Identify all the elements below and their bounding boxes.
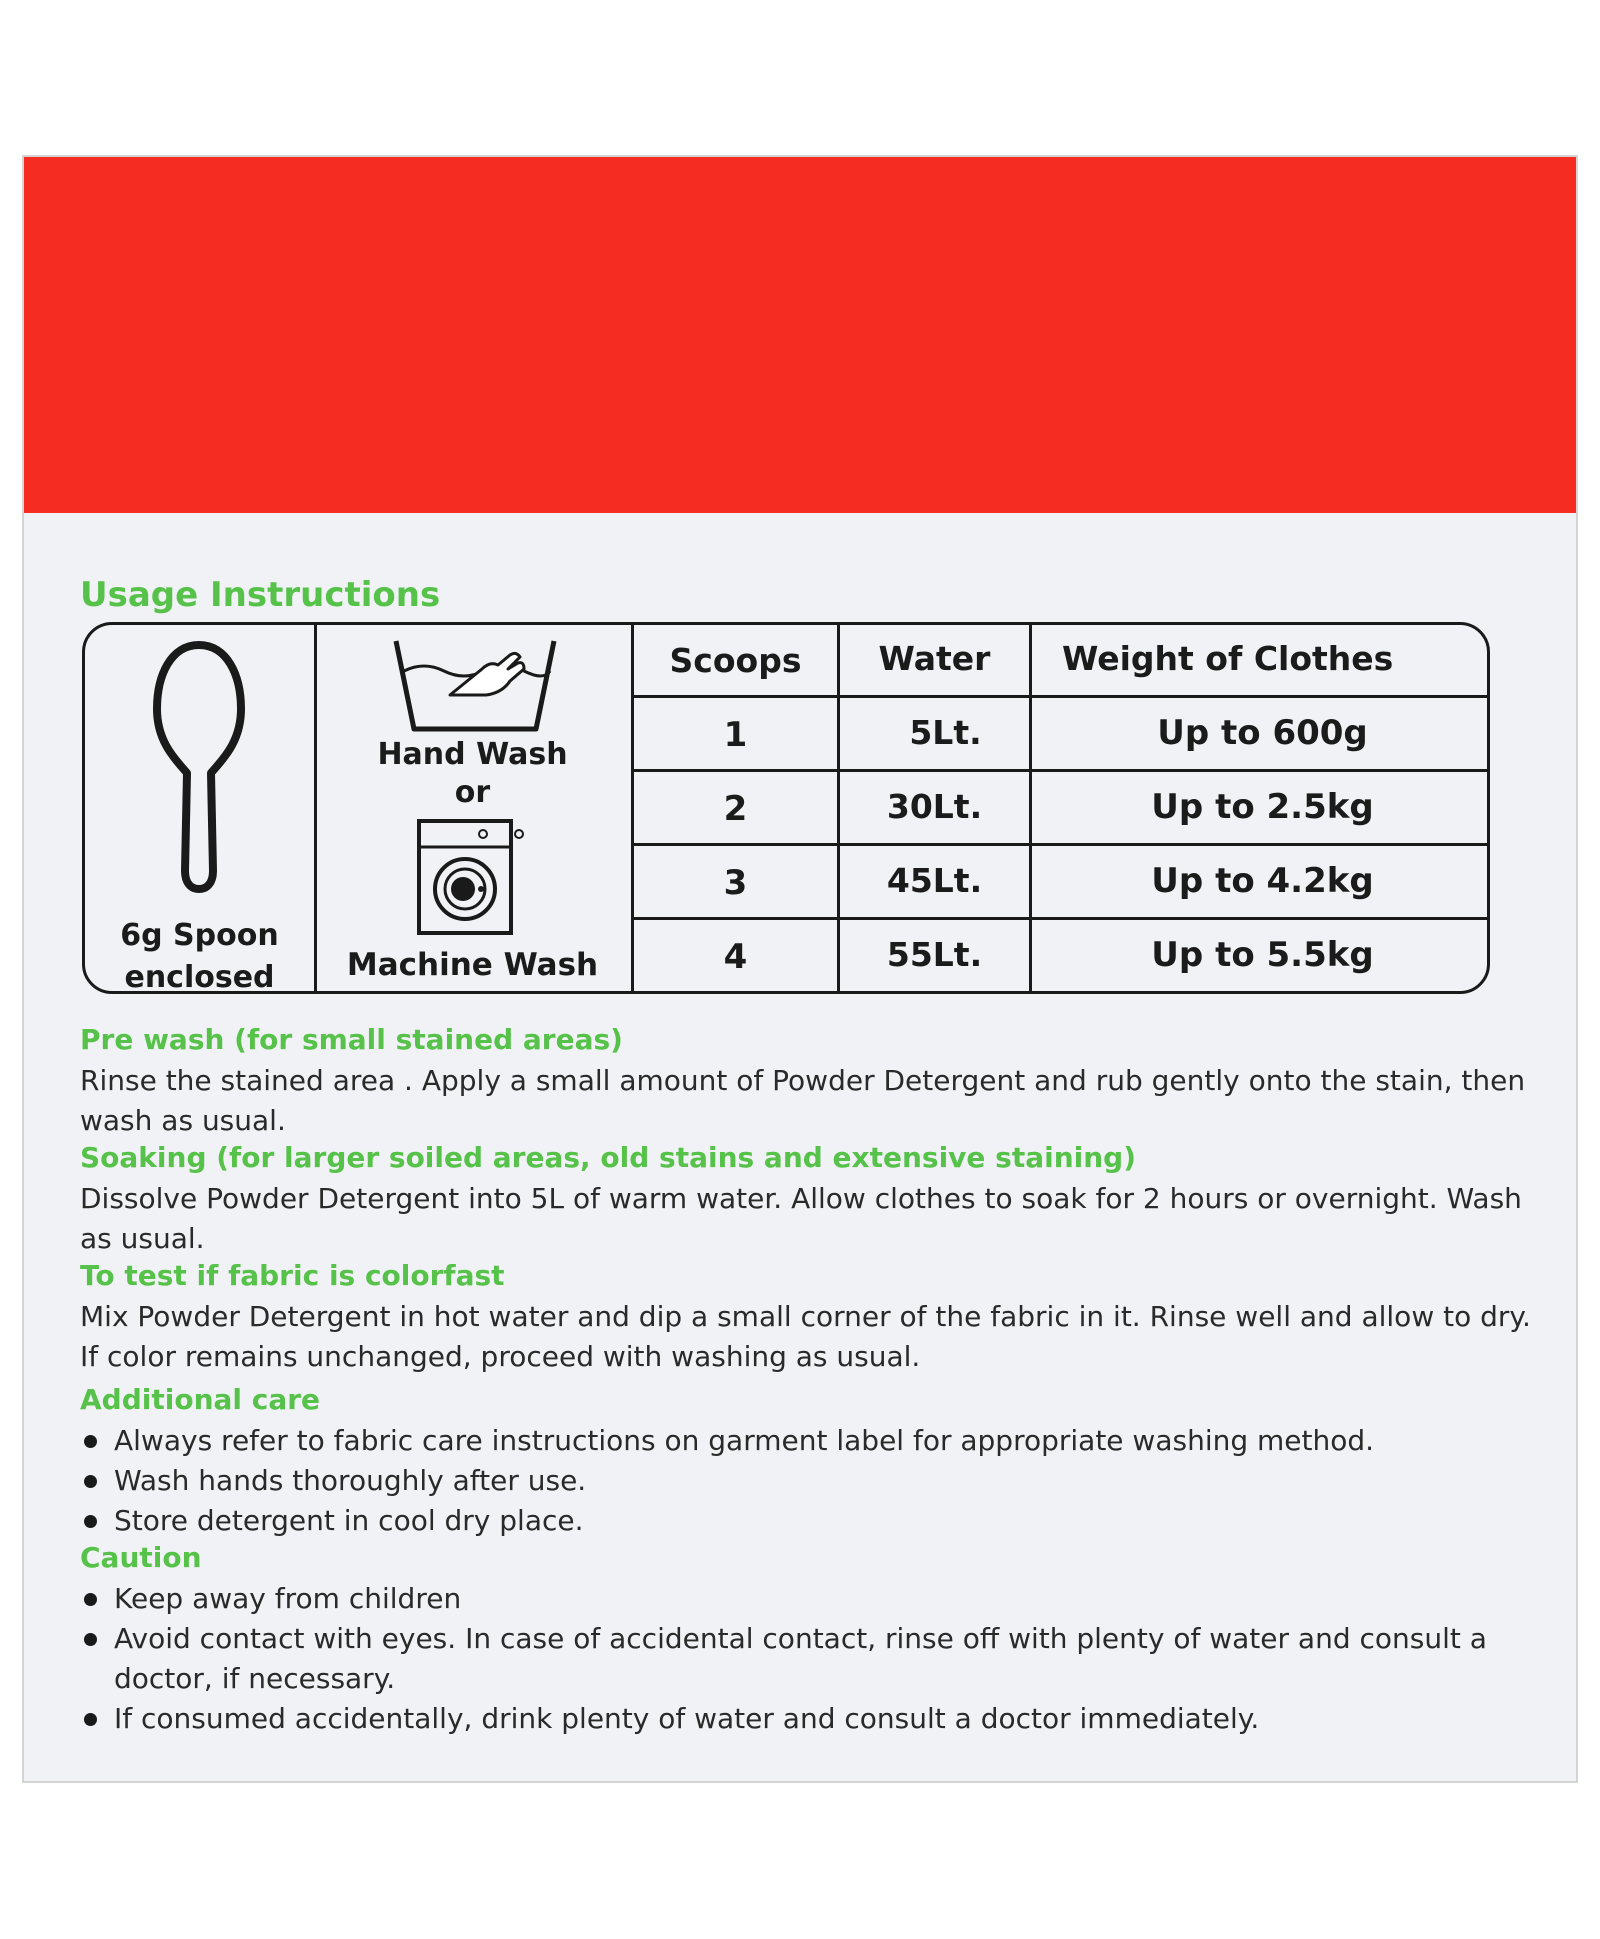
table-cell-weight: Up to 5.5kg — [1151, 935, 1374, 975]
list-item: If consumed accidentally, drink plenty of water and consult a doctor immediately. — [80, 1699, 1550, 1739]
table-cell-scoops: 1 — [723, 715, 748, 755]
row-divider-2 — [631, 843, 1490, 846]
table-cell-scoops: 3 — [723, 863, 748, 903]
soaking-text: Dissolve Powder Detergent into 5L of warm water. Allow clothes to soak for 2 hours or overnight. Wash as usual. — [80, 1182, 1522, 1255]
red-color-band — [24, 157, 1576, 513]
table-cell-water: 55Lt. — [886, 935, 983, 974]
usage-table — [82, 622, 1490, 994]
table-cell-weight: Up to 4.2kg — [1151, 861, 1374, 901]
additional-care-title: Additional care — [80, 1383, 321, 1416]
machine-wash-label: Machine Wash — [346, 947, 599, 983]
or-label: or — [454, 775, 491, 810]
header-water: Water — [878, 639, 991, 678]
spoon-label-line1: 6g Spoon — [120, 918, 279, 953]
row-divider-header — [631, 695, 1490, 698]
table-cell-scoops: 4 — [723, 937, 748, 977]
table-cell-water: 30Lt. — [886, 787, 983, 826]
row-divider-3 — [631, 917, 1490, 920]
header-scoops: Scoops — [669, 641, 802, 680]
prewash-title: Pre wash (for small stained areas) — [80, 1023, 623, 1056]
hand-wash-basin-icon — [390, 635, 560, 735]
usage-instructions-title: Usage Instructions — [80, 575, 441, 615]
package-panel — [22, 155, 1578, 1783]
hand-wash-label: Hand Wash — [377, 737, 568, 772]
table-cell-weight: Up to 600g — [1157, 713, 1368, 753]
table-cell-water: 5Lt. — [909, 713, 982, 752]
colorfast-title: To test if fabric is colorfast — [80, 1259, 505, 1292]
header-weight-of-clothes: Weight of Clothes — [1062, 639, 1394, 678]
spoon-icon — [149, 639, 249, 893]
list-item: Always refer to fabric care instructions on garment label for appropriate washing method. — [80, 1421, 1550, 1461]
soaking-title: Soaking (for larger soiled areas, old stains and extensive staining) — [80, 1141, 1137, 1174]
prewash-text: Rinse the stained area . Apply a small amount of Powder Detergent and rub gently onto the stain, then wash as usual. — [80, 1064, 1526, 1137]
row-divider-1 — [631, 769, 1490, 772]
additional-care-list — [80, 1421, 1550, 1541]
caution-title: Caution — [80, 1541, 202, 1574]
washing-machine-icon — [415, 817, 535, 937]
spoon-label — [85, 915, 314, 994]
list-item: Store detergent in cool dry place. — [80, 1501, 1550, 1541]
table-cell-scoops: 2 — [723, 789, 748, 829]
list-item: Wash hands thoroughly after use. — [80, 1461, 1550, 1501]
table-cell-weight: Up to 2.5kg — [1151, 787, 1374, 827]
caution-list — [80, 1579, 1550, 1739]
colorfast-text: Mix Powder Detergent in hot water and dip a small corner of the fabric in it. Rinse well and allow to dry. If color remains unchanged, proceed with washing as usual. — [80, 1300, 1531, 1373]
table-cell-water: 45Lt. — [886, 861, 983, 900]
list-item: Avoid contact with eyes. In case of accidental contact, rinse off with plenty of water and consult a doctor, if necessary. — [80, 1619, 1550, 1699]
list-item: Keep away from children — [80, 1579, 1550, 1619]
spoon-label-line2: enclosed — [124, 960, 275, 994]
